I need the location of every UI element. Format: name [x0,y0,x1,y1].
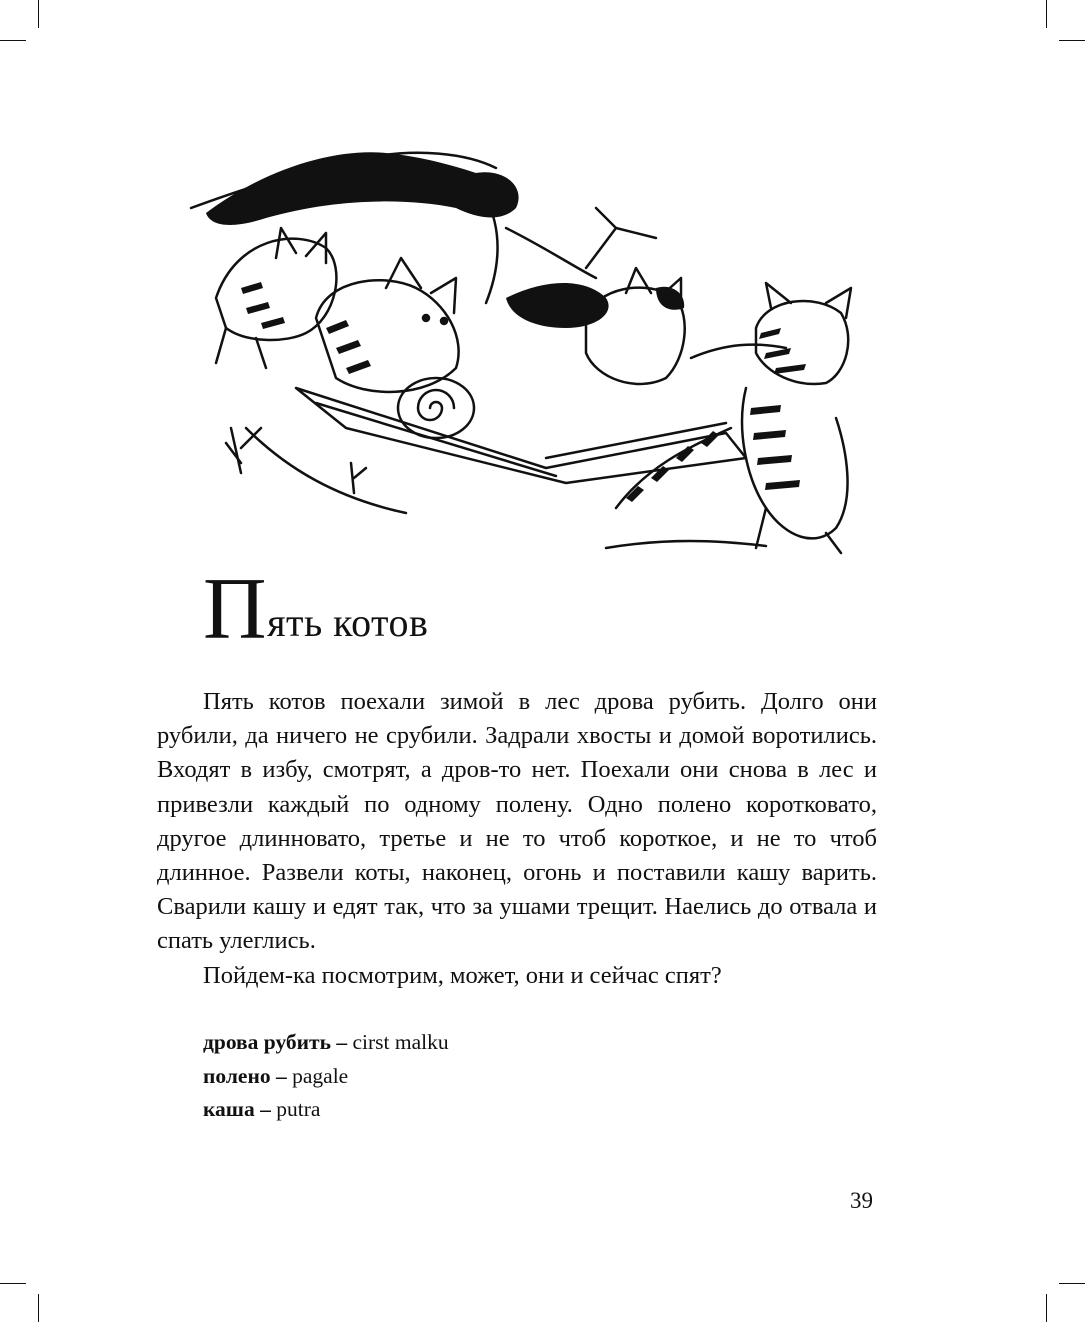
story-paragraph: Пойдем-ка посмотрим, может, они и сейчас спят? [203,961,722,989]
glossary-separator: – [331,1030,353,1054]
crop-mark [1059,40,1085,41]
title-rest: ять котов [267,600,429,645]
crop-mark [0,40,26,41]
story-title [203,561,429,658]
title-initial: П [203,561,268,658]
branch [506,228,596,278]
ground-line [246,428,406,513]
crop-mark [1046,0,1047,28]
glossary-term: каша [203,1097,255,1121]
glossary-translation: putra [276,1097,321,1121]
twig [351,463,366,493]
story-paragraph: Пять котов поехали зимой в лес дрова рубить. Долго они рубили, да ничего не срубили. Задрали хвосты и домой воротились. Входят в избу, смотрят, а дров-то нет. Поехали они снова в лес и привезли каждый по одному полену. Одно полено коротковато, другое длинновато, третье и не то чтоб короткое, и не то чтоб длинное. Развели коты, наконец, огонь и поставили кашу варить. Сварили кашу и едят так, что за ушами трещит. Наелись до отвала и спать улеглись. [157,688,877,955]
crop-mark [38,1294,39,1322]
glossary-separator: – [270,1063,293,1088]
glossary-term: полено [203,1063,271,1088]
cat-striped-right [756,301,848,384]
ground-line [606,541,766,548]
crop-mark [1046,1294,1047,1322]
branch [586,228,656,268]
glossary-translation: cirst malku [352,1030,449,1054]
glossary-translation: pagale [292,1063,349,1088]
cat-on-branch [206,152,519,225]
glossary-term: дрова рубить [203,1030,331,1054]
twig [226,428,261,473]
glossary-entry [203,1060,449,1094]
glossary [203,1026,449,1127]
page-number: 39 [850,1188,873,1213]
branch [596,208,616,228]
crop-mark [0,1283,26,1284]
cats-sled-illustration [186,128,886,568]
glossary-entry [203,1093,449,1127]
cat-center [316,280,459,392]
glossary-entry [203,1026,449,1060]
crop-mark [1059,1283,1085,1284]
log-spiral [398,378,474,438]
story-text [157,685,877,993]
glossary-separator: – [254,1097,277,1121]
crop-mark [38,0,39,28]
